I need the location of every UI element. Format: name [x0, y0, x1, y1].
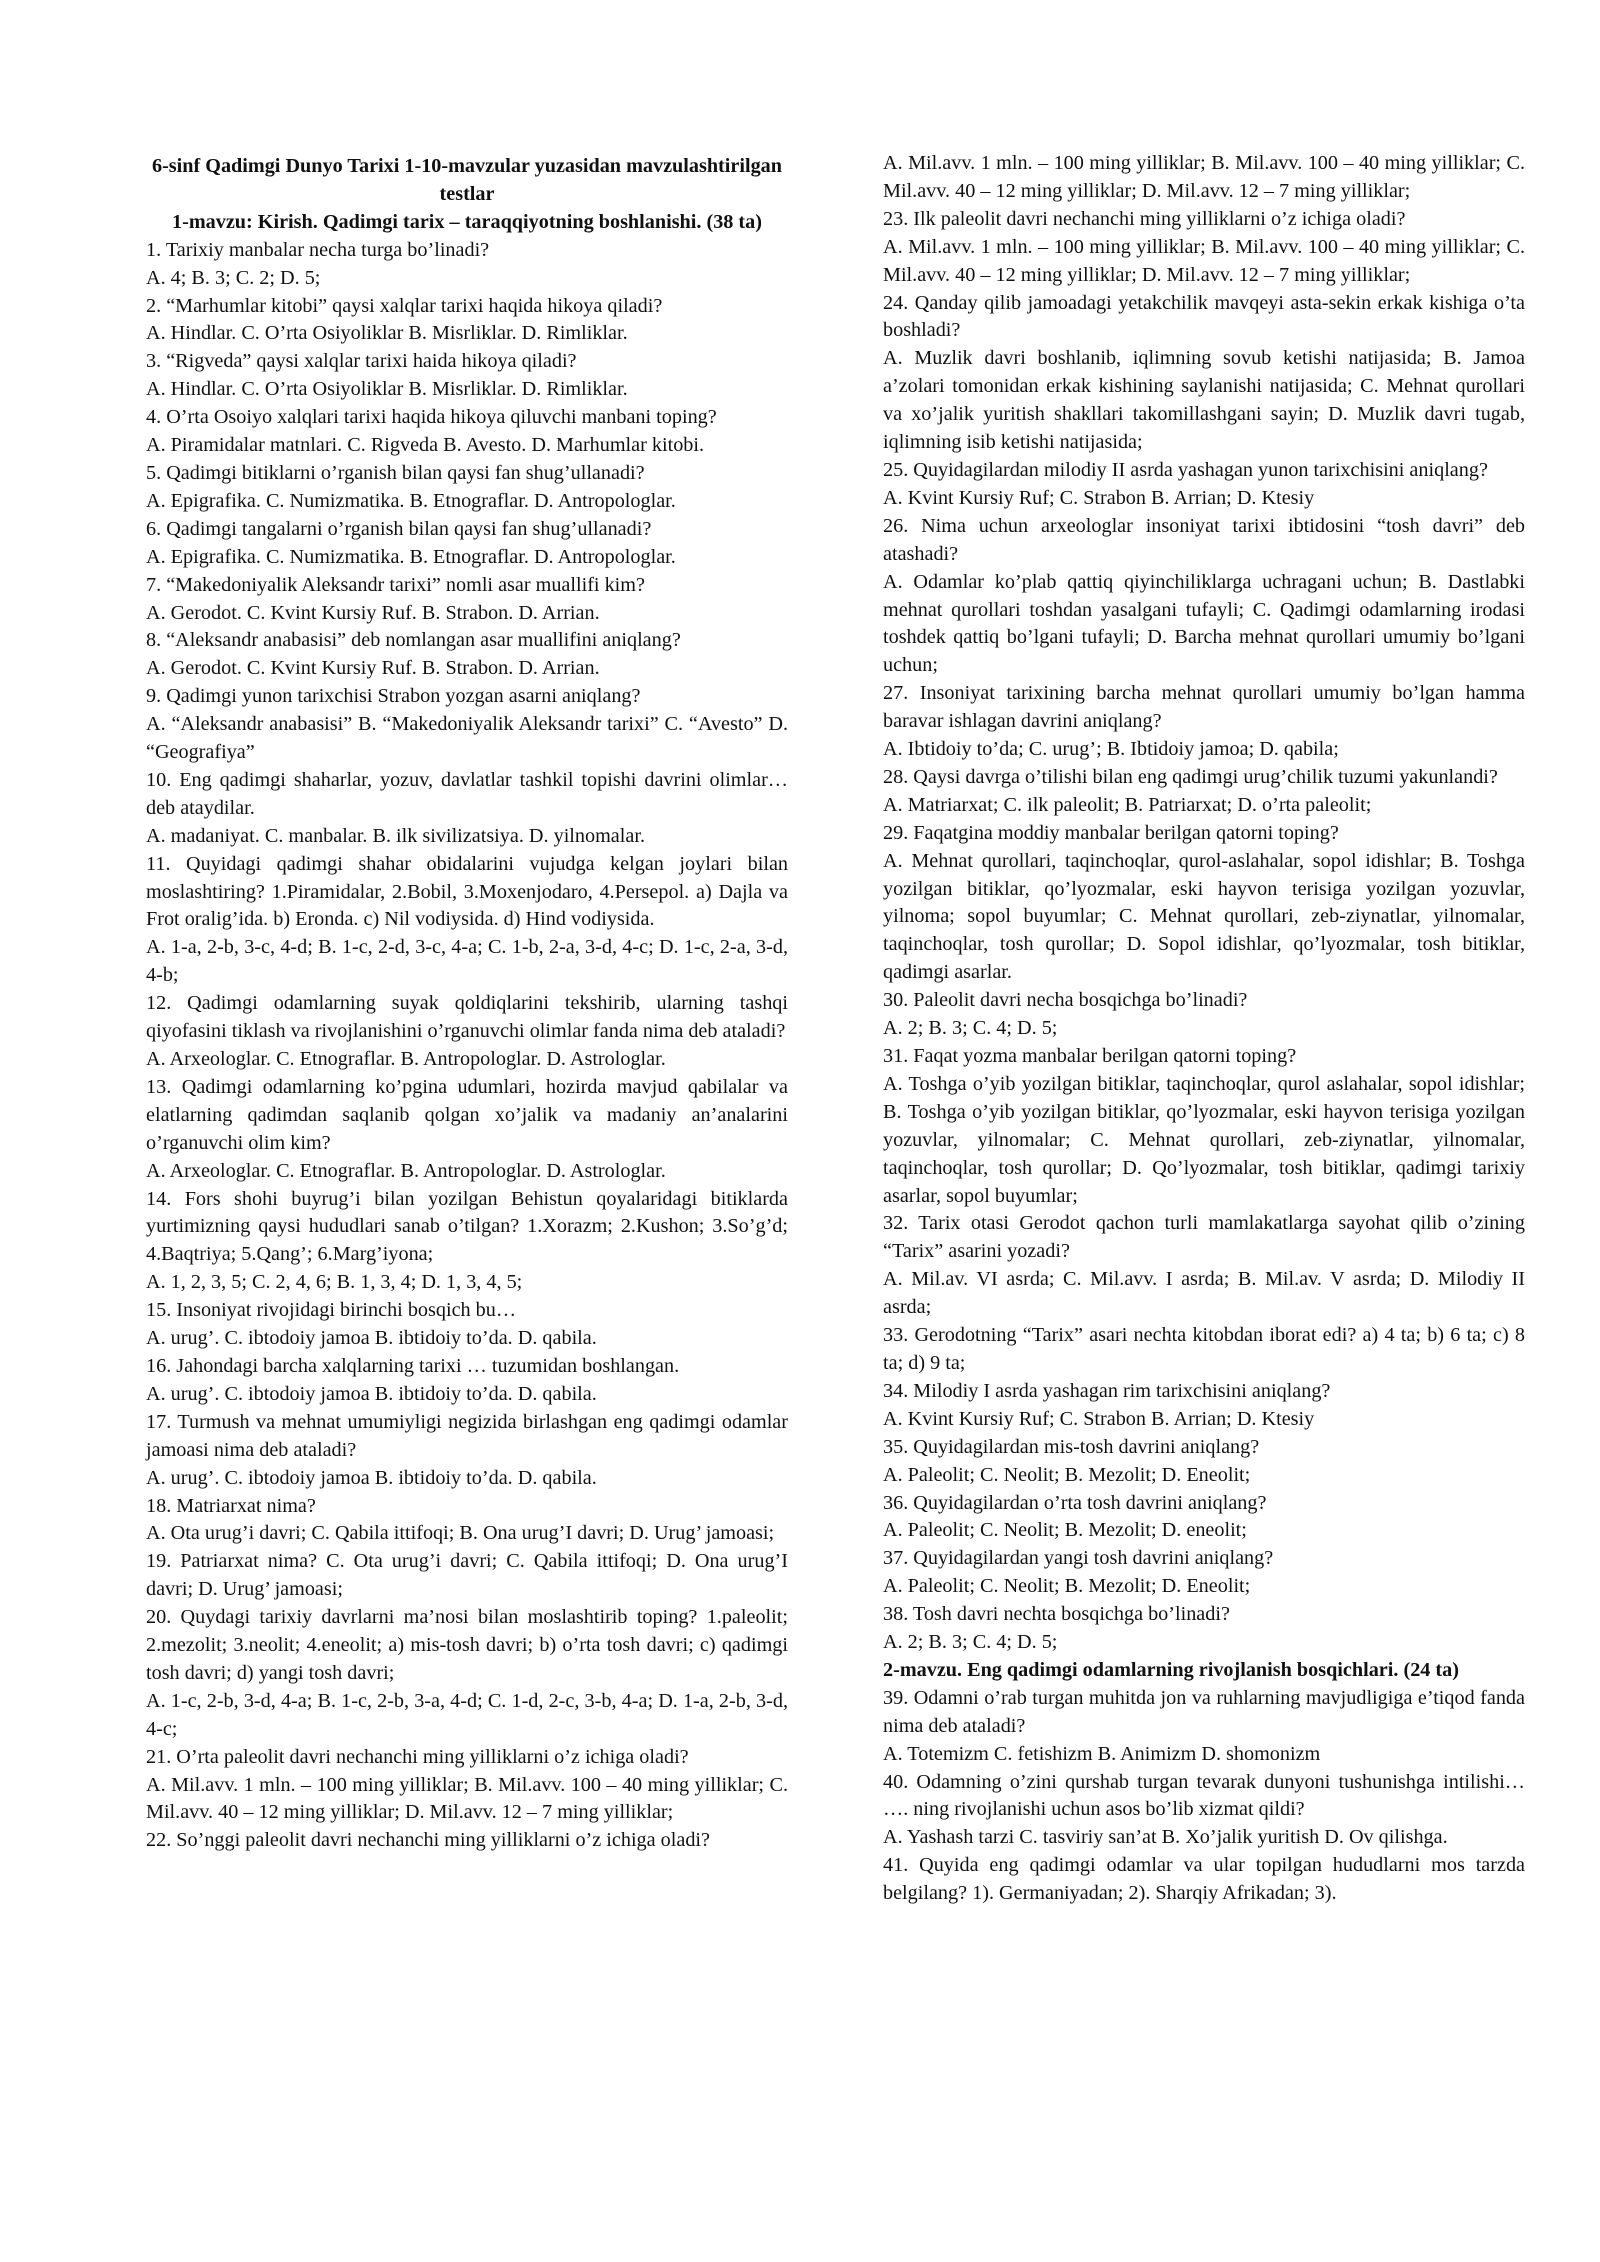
answer-options: A. urug’. C. ibtodoiy jamoa B. ibtidoiy to’da. D. qabila. — [146, 1327, 597, 1350]
question-text: 14. Fors shohi buyrug’i bilan yozilgan Behistun qoyalaridagi bitiklarda yurtimizning qaysi hududlari sanab o’tilgan? 1.Xorazm; 2.Kushon; 3.So’g’d; 4.Baqtriya; 5.Qang’; 6.Marg’iyona; — [146, 1187, 788, 1266]
answer-options: A. Gerodot. C. Kvint Kursiy Ruf. B. Strabon. D. Arrian. — [146, 657, 600, 680]
question-text: 10. Eng qadimgi shaharlar, yozuv, davlatlar tashkil topishi davrini olimlar… deb ataydilar. — [146, 768, 788, 819]
question-text: 26. Nima uchun arxeologlar insoniyat tarixi ibtidosini “tosh davri” deb atashadi? — [883, 514, 1525, 565]
question-text: 8. “Aleksandr anabasisi” deb nomlangan asar muallifini aniqlang? — [146, 629, 681, 652]
question-text: 2. “Marhumlar kitobi” qaysi xalqlar tarixi haqida hikoya qiladi? — [146, 294, 663, 317]
question-text: 15. Insoniyat rivojidagi birinchi bosqich bu… — [146, 1299, 517, 1322]
answer-options: A. Arxeologlar. C. Etnograflar. B. Antropologlar. D. Astrologlar. — [146, 1159, 666, 1182]
question-text: 38. Tosh davri nechta bosqichga bo’linadi? — [883, 1603, 1230, 1626]
question-text: 20. Quydagi tarixiy davrlarni ma’nosi bilan moslashtirib toping? 1.paleolit; 2.mezolit; 3.neolit; 4.eneolit; a) mis-tosh davri; b) o’rta tosh davri; c) qadimgi tosh davri; d) yangi tosh davri; — [146, 1606, 788, 1684]
question-text: 33. Gerodotning “Tarix” asari nechta kitobdan iborat edi? a) 4 ta; b) 6 ta; c) 8 ta; d) 9 ta; — [883, 1324, 1525, 1374]
question-text: 30. Paleolit davri necha bosqichga bo’linadi? — [883, 989, 1248, 1012]
question-text: 37. Quyidagilardan yangi tosh davrini aniqlang? — [883, 1547, 1274, 1570]
question-text: 32. Tarix otasi Gerodot qachon turli mamlakatlarga sayohat qilib o’zining “Tarix” asarini yozadi? — [883, 1212, 1525, 1263]
question-text: 3. “Rigveda” qaysi xalqlar tarixi haida hikoya qiladi? — [146, 350, 577, 373]
answer-options: A. Muzlik davri boshlanib, iqlimning sovub ketishi natijasida; B. Jamoa a’zolari tomonidan erkak kishining saylanishi natijasida; C. Mehnat qurollari va xo’jalik yuritish shakllari takomillashgani sayin; D. Muzlik davri tugab, iqlimning isib ketishi natijasida; — [883, 347, 1525, 454]
answer-options: A. urug’. C. ibtodoiy jamoa B. ibtidoiy to’da. D. qabila. — [146, 1382, 597, 1405]
answer-options: A. 4; B. 3; C. 2; D. 5; — [146, 266, 321, 289]
answer-options: A. Paleolit; C. Neolit; B. Mezolit; D. eneolit; — [883, 1519, 1247, 1542]
answer-options: A. Mehnat qurollari, taqinchoqlar, qurol-aslahalar, sopol idishlar; B. Toshga yozilgan bitiklar, qo’lyozmalar, eski hayvon terisiga yozilgan yozuvlar, yilnoma; sopol buyumlar; C. Mehnat qurollari, zeb-ziynatlar, yilnomalar, taqinchoqlar, tosh qurollar; D. Sopol idishlar, qo’lyozmalar, tosh bitiklar, qadimgi asarlar. — [883, 849, 1525, 984]
question-text: 28. Qaysi davrga o’tilishi bilan eng qadimgi urug’chilik tuzumi yakunlandi? — [883, 765, 1498, 788]
answer-options: A. Paleolit; C. Neolit; B. Mezolit; D. Eneolit; — [883, 1463, 1251, 1486]
question-text: 22. So’nggi paleolit davri nechanchi ming yilliklarni o’z ichiga oladi? — [146, 1829, 710, 1852]
answer-options: A. Odamlar ko’plab qattiq qiyinchiliklarga uchragani uchun; B. Dastlabki mehnat qurollari toshdan yasalgani tufayli; C. Qadimgi odamlarning irodasi toshdek qattiq bo’lgani tufayli; D. Barcha mehnat qurollari umumiy bo’lgani uchun; — [883, 570, 1525, 677]
answer-options: A. Epigrafika. C. Numizmatika. B. Etnograflar. D. Antropologlar. — [146, 489, 676, 512]
question-text: 23. Ilk paleolit davri nechanchi ming yilliklarni o’z ichiga oladi? — [883, 207, 1406, 230]
question-text: 16. Jahondagi barcha xalqlarning tarixi … tuzumidan boshlangan. — [146, 1354, 680, 1377]
answer-options: A. Yashash tarzi C. tasviriy san’at B. Xo’jalik yuritish D. Ov qilishga. — [883, 1826, 1448, 1849]
answer-options: A. 1, 2, 3, 5; C. 2, 4, 6; B. 1, 3, 4; D. 1, 3, 4, 5; — [146, 1271, 523, 1294]
answer-options: A. madaniyat. C. manbalar. B. ilk sivilizatsiya. D. yilnomalar. — [146, 824, 645, 847]
document-heading: 1-mavzu: Kirish. Qadimgi tarix – taraqqiyotning boshlanishi. (38 ta) — [172, 210, 762, 233]
question-text: 4. O’rta Osoiyo xalqlari tarixi haqida hikoya qiluvchi manbani toping? — [146, 406, 717, 429]
answer-options: A. Mil.avv. 1 mln. – 100 ming yilliklar; B. Mil.avv. 100 – 40 ming yilliklar; C. Mil.avv. 40 – 12 ming yilliklar; D. Mil.avv. 12 – 7 ming yilliklar; — [883, 152, 1525, 202]
question-text: 29. Faqatgina moddiy manbalar berilgan qatorni toping? — [883, 821, 1339, 844]
question-text: 13. Qadimgi odamlarning ko’pgina udumlari, hozirda mavjud qabilalar va elatlarning qadimdan saqlanib qolgan xo’jalik va madaniy an’analarini o’rganuvchi olim kim? — [146, 1075, 788, 1154]
question-text: 25. Quyidagilardan milodiy II asrda yashagan yunon tarixchisini aniqlang? — [883, 458, 1488, 481]
answer-options: A. Ibtidoiy to’da; C. urug’; B. Ibtidoiy jamoa; D. qabila; — [883, 738, 1339, 761]
question-text: 9. Qadimgi yunon tarixchisi Strabon yozgan asarni aniqlang? — [146, 685, 641, 708]
question-text: 27. Insoniyat tarixining barcha mehnat qurollari umumiy bo’lgan hamma baravar ishlagan davrini aniqlang? — [883, 682, 1525, 733]
answer-options: A. Totemizm C. fetishizm B. Animizm D. shomonizm — [883, 1742, 1321, 1765]
left-column — [146, 153, 788, 1855]
answer-options: A. Mil.avv. 1 mln. – 100 ming yilliklar; B. Mil.avv. 100 – 40 ming yilliklar; C. Mil.avv. 40 – 12 ming yilliklar; D. Mil.avv. 12 – 7 ming yilliklar; — [146, 1773, 788, 1824]
answer-options: A. Epigrafika. C. Numizmatika. B. Etnograflar. D. Antropologlar. — [146, 545, 676, 568]
question-text: 12. Qadimgi odamlarning suyak qoldiqlarini tekshirib, ularning tashqi qiyofasini tiklash va rivojlanishini o’rganuvchi olimlar fanda nima deb ataladi? — [146, 992, 788, 1043]
answer-options: A. Arxeologlar. C. Etnograflar. B. Antropologlar. D. Astrologlar. — [146, 1048, 666, 1070]
answer-options: A. Hindlar. C. O’rta Osiyoliklar B. Misrliklar. D. Rimliklar. — [146, 322, 628, 345]
right-column — [883, 150, 1525, 1908]
answer-options: A. Piramidalar matnlari. C. Rigveda B. Avesto. D. Marhumlar kitobi. — [146, 434, 705, 457]
answer-options: A. Paleolit; C. Neolit; B. Mezolit; D. Eneolit; — [883, 1575, 1251, 1598]
question-text: 40. Odamning o’zini qurshab turgan tevarak dunyoni tushunishga intilishi… …. ning rivojlanishi uchun asos bo’lib xizmat qildi? — [883, 1770, 1525, 1821]
answer-options: A. Mil.avv. 1 mln. – 100 ming yilliklar; B. Mil.avv. 100 – 40 ming yilliklar; C. Mil.avv. 40 – 12 ming yilliklar; D. Mil.avv. 12 – 7 ming yilliklar; — [883, 235, 1525, 286]
question-text: 1. Tarixiy manbalar necha turga bo’linadi? — [146, 238, 490, 261]
question-text: 6. Qadimgi tangalarni o’rganish bilan qaysi fan shug’ullanadi? — [146, 517, 652, 540]
answer-options: A. 2; B. 3; C. 4; D. 5; — [883, 1631, 1058, 1654]
answer-options: A. Matriarxat; C. ilk paleolit; B. Patriarxat; D. o’rta paleolit; — [883, 793, 1372, 816]
question-text: 34. Milodiy I asrda yashagan rim tarixchisini aniqlang? — [883, 1379, 1331, 1402]
question-text: 19. Patriarxat nima? C. Ota urug’i davri; C. Qabila ittifoqi; D. Ona urug’I davri; D. Urug’ jamoasi; — [146, 1550, 788, 1601]
answer-options: A. 1-c, 2-b, 3-d, 4-a; B. 1-c, 2-b, 3-a, 4-d; C. 1-d, 2-c, 3-b, 4-a; D. 1-a, 2-b, 3-d, 4-c; — [146, 1689, 788, 1740]
question-text: 21. O’rta paleolit davri nechanchi ming yilliklarni o’z ichiga oladi? — [146, 1745, 689, 1768]
answer-options: A. Gerodot. C. Kvint Kursiy Ruf. B. Strabon. D. Arrian. — [146, 601, 600, 624]
question-text: 17. Turmush va mehnat umumiyligi negizida birlashgan eng qadimgi odamlar jamoasi nima deb ataladi? — [146, 1410, 788, 1461]
section-heading: 2-mavzu. Eng qadimgi odamlarning rivojlanish bosqichlari. (24 ta) — [883, 1658, 1459, 1681]
answer-options: A. Hindlar. C. O’rta Osiyoliklar B. Misrliklar. D. Rimliklar. — [146, 378, 628, 401]
answer-options: A. 2; B. 3; C. 4; D. 5; — [883, 1017, 1058, 1040]
question-text: 11. Quyidagi qadimgi shahar obidalarini vujudga kelgan joylari bilan moslashtiring? 1.Piramidalar, 2.Bobil, 3.Moxenjodaro, 4.Persepol. a) Dajla va Frot oralig’ida. b) Eronda. c) Nil vodiysida. d) Hind vodiysida. — [146, 852, 788, 931]
question-text: 41. Quyida eng qadimgi odamlar va ular topilgan hududlarni mos tarzda belgilang? 1). Germaniyadan; 2). Sharqiy Afrikadan; 3). — [883, 1854, 1525, 1905]
question-text: 31. Faqat yozma manbalar berilgan qatorni toping? — [883, 1045, 1297, 1067]
question-text: 18. Matriarxat nima? — [146, 1494, 316, 1517]
question-text: 5. Qadimgi bitiklarni o’rganish bilan qaysi fan shug’ullanadi? — [146, 461, 645, 484]
answer-options: A. Kvint Kursiy Ruf; C. Strabon B. Arrian; D. Ktesiy — [883, 486, 1315, 509]
answer-options: A. Kvint Kursiy Ruf; C. Strabon B. Arrian; D. Ktesiy — [883, 1407, 1315, 1430]
question-text: 39. Odamni o’rab turgan muhitda jon va ruhlarning mavjudligiga e’tiqod fanda nima deb ataladi? — [883, 1686, 1525, 1737]
question-text: 36. Quyidagilardan o’rta tosh davrini aniqlang? — [883, 1491, 1267, 1514]
document-heading: 6-sinf Qadimgi Dunyo Tarixi 1-10-mavzular yuzasidan mavzulashtirilgan testlar — [151, 155, 782, 205]
answer-options: A. Toshga o’yib yozilgan bitiklar, taqinchoqlar, qurol aslahalar, sopol idishlar; B. Toshga o’yib yozilgan bitiklar, qo’lyozmalar, eski hayvon terisiga yozilgan yozuvlar, yilnomalar; C. Mehnat qurollari, zeb-ziynatlar, yilnomalar, taqinchoqlar, tosh qurollar; D. Qo’lyozmalar, tosh bitiklar, qadimgi tarixiy asarlar, sopol buyumlar; — [883, 1072, 1525, 1207]
answer-options: A. Ota urug’i davri; C. Qabila ittifoqi; B. Ona urug’I davri; D. Urug’ jamoasi; — [146, 1522, 775, 1545]
question-text: 35. Quyidagilardan mis-tosh davrini aniqlang? — [883, 1435, 1260, 1458]
answer-options: A. urug’. C. ibtodoiy jamoa B. ibtidoiy to’da. D. qabila. — [146, 1466, 597, 1489]
answer-options: A. “Aleksandr anabasisi” B. “Makedoniyalik Aleksandr tarixi” C. “Avesto” D. “Geografiya” — [146, 713, 788, 764]
question-text: 24. Qanday qilib jamoadagi yetakchilik mavqeyi asta-sekin erkak kishiga o’ta boshladi? — [883, 291, 1525, 342]
answer-options: A. 1-a, 2-b, 3-c, 4-d; B. 1-c, 2-d, 3-c, 4-a; C. 1-b, 2-a, 3-d, 4-c; D. 1-c, 2-a, 3-d, 4-b; — [146, 936, 788, 987]
answer-options: A. Mil.av. VI asrda; C. Mil.avv. I asrda; B. Mil.av. V asrda; D. Milodiy II asrda; — [883, 1268, 1525, 1319]
question-text: 7. “Makedoniyalik Aleksandr tarixi” nomli asar muallifi kim? — [146, 573, 645, 596]
